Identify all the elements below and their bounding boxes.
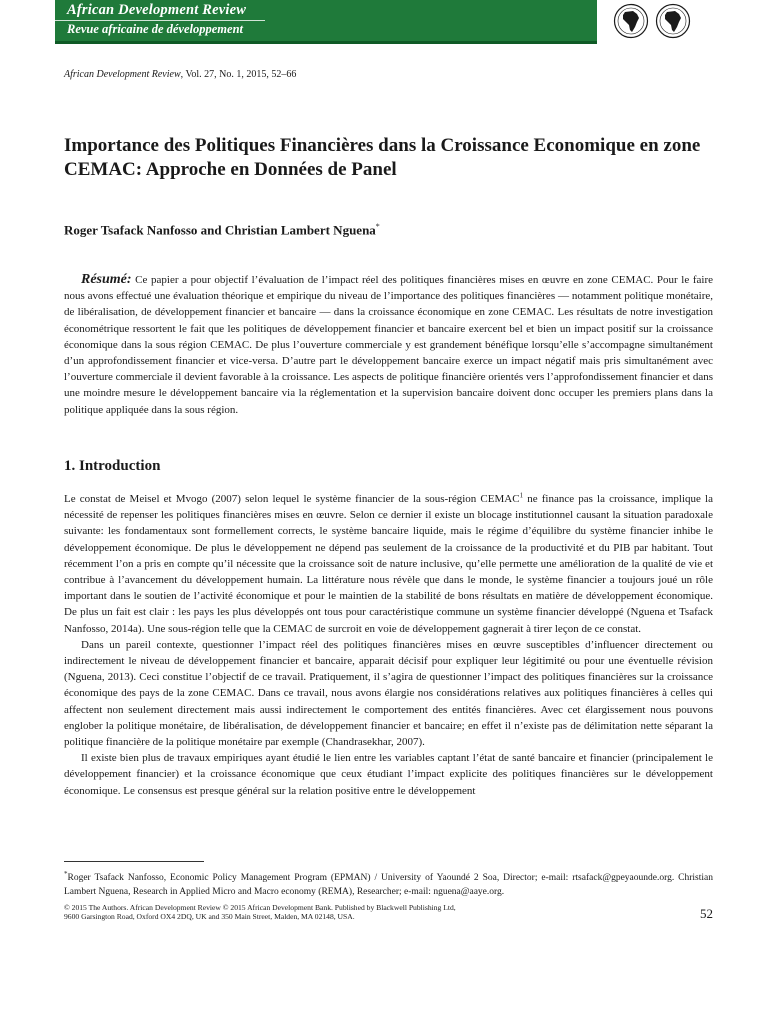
footnote-ref: 1 (519, 491, 524, 500)
body-text (64, 491, 713, 799)
copyright-line: 9600 Garsington Road, Oxford OX4 2DQ, UK and 350 Main Street, Malden, MA 02148, USA. (64, 912, 355, 921)
footnote (64, 867, 713, 899)
citation-line (64, 69, 296, 80)
footnote-divider (64, 861, 204, 862)
paragraph (64, 491, 713, 637)
footnote-text: Roger Tsafack Nanfosso, Economic Policy Management Program (EPMAN) / University of Yaoundé 2 Soa, Director; e-mail: rtsafack@gpeyaounde.org. Christian Lambert Nguena, Research in Applied Micro and Macro economy (REMA), Researcher; e-mail: nguena@aaye.org. (64, 873, 713, 898)
citation-journal: African Development Review (64, 69, 181, 80)
journal-banner-title: African Development Review (67, 2, 247, 18)
author-line (64, 222, 380, 238)
logo-panel (597, 0, 713, 44)
africa-map-emblem-icon (655, 3, 691, 39)
journal-banner (55, 0, 713, 44)
journal-banner-subtitle: Revue africaine de développement (67, 22, 243, 36)
page-number: 52 (700, 906, 713, 921)
copyright-notice (64, 903, 624, 921)
section-heading: 1. Introduction (64, 458, 161, 474)
authors: Roger Tsafack Nanfosso and Christian Lambert Nguena (64, 222, 376, 238)
article-title: Importance des Politiques Financières dans la Croissance Economique en zone CEMAC: Approche en Données de Panel (64, 135, 701, 180)
footnote-mark: * (64, 870, 68, 878)
paragraph-text: Le constat de Meisel et Mvogo (2007) selon lequel le système financier de la sous-région CEMAC (64, 493, 520, 505)
copyright-line: © 2015 The Authors. African Development Review © 2015 African Development Bank. Published by Blackwell Publishing Ltd, (64, 903, 456, 912)
author-footnote-mark: * (375, 222, 380, 231)
paragraph-text: ne finance pas la croissance, implique la nécessité de repenser les politiques financières mises en œuvre. Selon ce dernier il existe un blocage institutionnel causant la situation paradoxale suivante: les fondamentaux sont formellement corrects, le système bancaire liquide, mais le régime d’équilibre du système financier inhibe le développement économique. De plus le développement ne dépend pas seulement de la croissance de la productivité et du PIB par habitant. Tout récemment l’on a pris en compte qu’il nécessite que la croissance soit de nature inclusive, qu’elle permette une amélioration de la qualité de vie et contribue à l’avancement du développement humain. La littérature nous révèle que dans le monde, le système financier a toujours joué un rôle important dans le soutien de l’activité économique et pour le maintien de la stabilité de bons résultats en matière de développement économique. De plus un fait est clair : les pays les plus développés ont tous pour caractéristique commune un système financier développé (Nguena et Tsafack Nanfosso, 2014a). Une sous-région telle que la CEMAC de surcroit en voie de développement gagnerait à tirer leçon de ce constat. (64, 493, 713, 635)
abstract-label: Résumé: (81, 272, 132, 287)
citation-details: , Vol. 27, No. 1, 2015, 52–66 (180, 69, 297, 80)
abstract-text: Ce papier a pour objectif l’évaluation de l’impact réel des politiques financières mises en œuvre en zone CEMAC. Pour le faire nous avons effectué une évaluation théorique et empirique du niveau de l’importance des politiques financières — notamment politique monétaire, de libéralisation, de développement financier et bancaire — dans la croissance économique en zone CEMAC. Les résultats de notre investigation économétrique ressortent le fait que les politiques de développement financier et bancaire exercent bel et bien un impact positif sur la croissance économique dans la sous région CEMAC. De plus l’ouverture commerciale y est grandement bénéfique lorsqu’elle s’accompagne simultanément d’un approfondissement financier et vice-versa. D’autre part le développement bancaire exerce un impact négatif mais pris simultanément avec l’ouverture commerciale il devient favorable à la croissance. Les aspects de politique financière orientés vers l’approfondissement financier et dans une moindre mesure le développement bancaire via la réglementation et la supervision bancaire doivent donc occuper les premiers plans dans la politique appliquée dans la sous région. (64, 274, 713, 416)
paragraph: Il existe bien plus de travaux empiriques ayant étudié le lien entre les variables captant l’état de santé bancaire et financier (principalement le développement financier) et la croissance économique que ceux étudiant l’impact explicite des politiques financières sur le développement économique. Le consensus est presque général sur la relation positive entre le développement (64, 752, 713, 797)
africa-map-emblem-icon (613, 3, 649, 39)
paragraph: Dans un pareil contexte, questionner l’impact réel des politiques financières mises en œuvre susceptibles d’influencer directement ou indirectement le niveau de développement financier et bancaire, apparait décisif pour expliquer leur légitimité ou pour une éventuelle révision (Nguena, 2013). Ceci constitue l’objectif de ce travail. Pratiquement, il s’agira de questionner l’impact des politiques financières sur la croissance économique des pays de la zone CEMAC. Dans ce travail, nous avons élargie nos considérations relatives aux politiques financières à celles qui affectent non seulement directement mais aussi indirectement le comportement des entités financières. Avec cet élargissement nous pouvons englober la politique monétaire, de libéralisation, de développement financier et bancaire; en effet il n’existe pas de délimitation nette séparant la politique financière de la politique monétaire par exemple (Chandrasekhar, 2007). (64, 638, 713, 749)
abstract (64, 272, 713, 418)
banner-divider (55, 20, 265, 21)
